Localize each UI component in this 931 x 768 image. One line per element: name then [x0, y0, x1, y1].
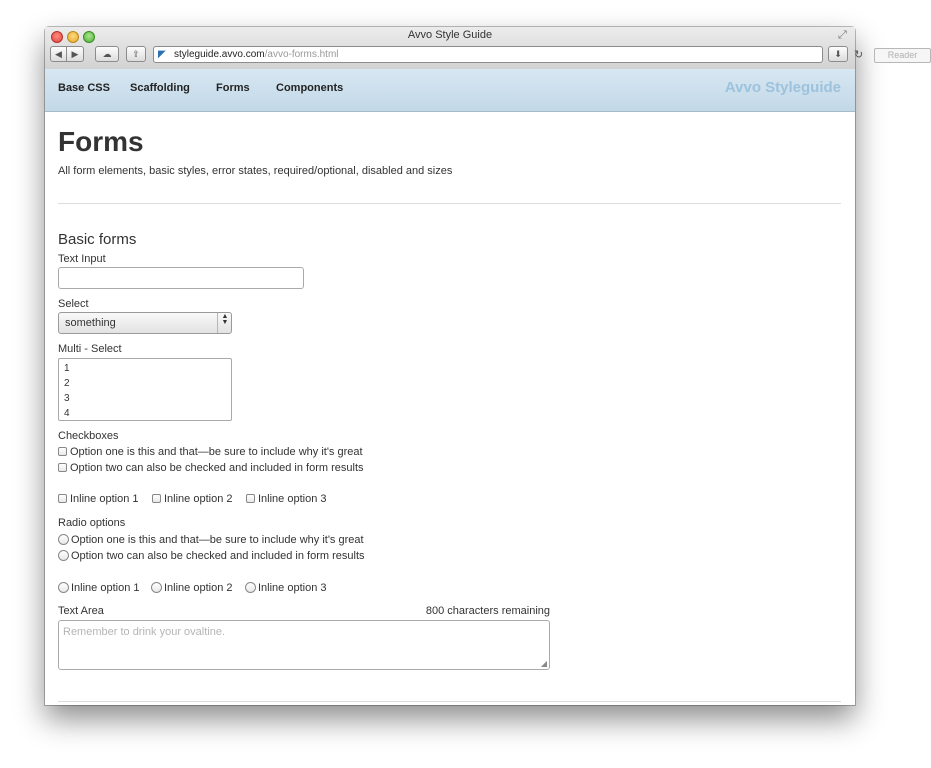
inline-radio-1[interactable] — [58, 581, 140, 595]
multi-select-option[interactable]: 1 — [64, 363, 70, 374]
cloud-icon: ☁ — [102, 49, 112, 59]
radio-label: Option one is this and that—be sure to include why it's great — [71, 534, 364, 546]
reload-icon[interactable]: ↻ — [854, 49, 864, 61]
radio-button[interactable] — [151, 582, 162, 593]
inline-checkbox-3[interactable] — [246, 492, 327, 506]
radio-options-label: Radio options — [58, 517, 126, 529]
radio-option-one[interactable] — [58, 533, 364, 547]
download-icon: ⬇ — [834, 49, 842, 59]
share-button[interactable] — [126, 46, 146, 62]
inline-radio-2[interactable] — [151, 581, 233, 595]
character-counter: 800 characters remaining — [425, 605, 550, 617]
inline-radio-3[interactable] — [245, 581, 327, 595]
checkbox-label: Option one is this and that—be sure to include why it's great — [70, 446, 363, 458]
nav-link-forms[interactable]: Forms — [216, 82, 250, 94]
checkboxes-label: Checkboxes — [58, 430, 119, 442]
divider — [58, 203, 841, 204]
text-area-placeholder: Remember to drink your ovaltine. — [63, 626, 226, 638]
select-dropdown[interactable] — [58, 312, 232, 334]
multi-select-label: Multi - Select — [58, 343, 122, 355]
brand-logo[interactable]: Avvo Styleguide — [724, 79, 841, 96]
radio-button[interactable] — [58, 534, 69, 545]
checkbox[interactable] — [152, 494, 161, 503]
address-bar[interactable] — [153, 46, 918, 63]
updown-arrows-icon — [217, 313, 231, 333]
radio-button[interactable] — [58, 550, 69, 561]
url-host: styleguide.avvo.com — [174, 49, 265, 60]
text-area-label: Text Area — [58, 605, 104, 617]
forward-button[interactable] — [67, 46, 84, 62]
page-title: Forms — [58, 126, 144, 157]
checkbox[interactable] — [246, 494, 255, 503]
radio-label: Inline option 2 — [164, 582, 233, 594]
back-arrow-icon: ◀ — [55, 49, 62, 59]
checkbox-option-one[interactable] — [58, 445, 363, 459]
radio-button[interactable] — [58, 582, 69, 593]
nav-link-scaffolding[interactable]: Scaffolding — [130, 82, 190, 94]
checkbox[interactable] — [58, 463, 67, 472]
checkbox-label: Inline option 2 — [164, 493, 233, 505]
back-button[interactable] — [50, 46, 67, 62]
page-subtitle: All form elements, basic styles, error states, required/optional, disabled and sizes — [58, 165, 453, 177]
select-label: Select — [58, 298, 89, 310]
section-title: Basic forms — [58, 231, 137, 248]
url-text — [174, 47, 339, 62]
share-icon: ⇪ — [132, 49, 140, 59]
text-input[interactable] — [58, 267, 304, 289]
window-title: Avvo Style Guide — [407, 29, 493, 41]
checkbox-option-two[interactable] — [58, 461, 364, 475]
multi-select-option[interactable]: 4 — [64, 408, 70, 419]
checkbox-label: Inline option 3 — [258, 493, 327, 505]
multi-select-list[interactable] — [58, 358, 232, 421]
radio-label: Inline option 3 — [258, 582, 327, 594]
forward-arrow-icon: ▶ — [71, 49, 79, 59]
radio-option-two[interactable] — [58, 549, 365, 563]
arrows-glyph: ▲▼ — [221, 313, 229, 325]
checkbox[interactable] — [58, 447, 67, 456]
nav-link-base-css[interactable]: Base CSS — [58, 82, 110, 94]
favicon-icon: ◤ — [158, 49, 166, 60]
checkbox-label: Inline option 1 — [70, 493, 139, 505]
text-input-label: Text Input — [58, 253, 106, 265]
inline-checkbox-1[interactable] — [58, 492, 139, 506]
radio-label: Inline option 1 — [71, 582, 140, 594]
site-navbar — [45, 69, 855, 112]
checkbox[interactable] — [58, 494, 67, 503]
downloads-button[interactable] — [828, 46, 848, 62]
text-area[interactable] — [58, 620, 550, 670]
checkbox-label: Option two can also be checked and included in form results — [70, 462, 364, 474]
multi-select-option[interactable]: 3 — [64, 393, 70, 404]
reader-button[interactable]: Reader — [874, 48, 931, 63]
resize-handle-icon[interactable]: ◢ — [540, 659, 547, 668]
browser-toolbar — [45, 27, 918, 70]
radio-label: Option two can also be checked and included in form results — [71, 550, 365, 562]
browser-window — [45, 27, 918, 705]
radio-button[interactable] — [245, 582, 256, 593]
multi-select-option[interactable]: 2 — [64, 378, 70, 389]
url-path: /avvo-forms.html — [264, 49, 339, 60]
select-value: something — [65, 317, 116, 329]
nav-link-components[interactable]: Components — [276, 82, 344, 94]
inline-checkbox-2[interactable] — [152, 492, 233, 506]
divider — [58, 701, 841, 702]
icloud-tabs-button[interactable] — [95, 46, 119, 62]
fullscreen-icon[interactable]: ⤢ — [838, 29, 847, 41]
